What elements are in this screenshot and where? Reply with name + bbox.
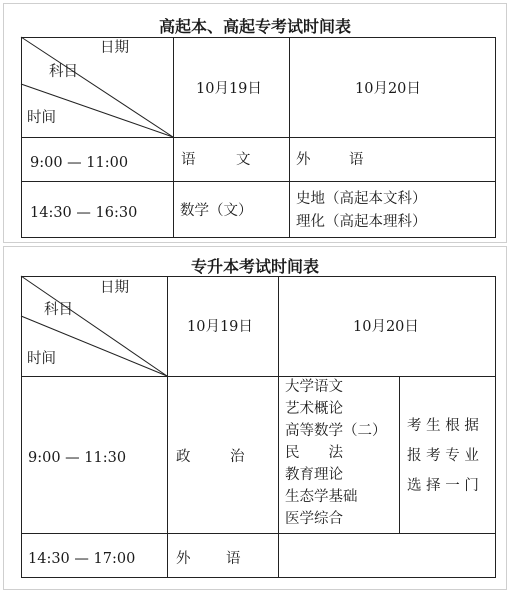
table2-row2-day1: 外 (176, 551, 191, 567)
table1-row1-day1: 文 (236, 152, 251, 168)
table1-date-1: 10月19日 (196, 81, 262, 97)
table2-date-2: 10月20日 (353, 319, 419, 335)
table2-time-label: 时间 (27, 351, 56, 367)
table2-border-bottom (21, 577, 496, 578)
table1-border-bottom (21, 237, 496, 238)
table2-row1-subject: 医学综合 (285, 511, 343, 527)
table2-divider (21, 533, 496, 534)
table2-date-label: 日期 (100, 280, 129, 296)
table1-row1-time: 9:00 — 11:00 (30, 155, 129, 171)
table2-date-1: 10月19日 (187, 319, 253, 335)
table2-row1-subject: 教育理论 (285, 467, 343, 483)
table2-border-right (495, 276, 496, 578)
table1-row2-time: 14:30 — 16:30 (30, 205, 138, 221)
table2-subject-label: 科目 (44, 302, 73, 318)
table2-row2-day1: 语 (226, 551, 241, 567)
table2-row2-time: 14:30 — 17:00 (28, 551, 136, 567)
table2-row1-day1: 治 (230, 449, 245, 465)
table1-border-right (495, 37, 496, 238)
table2-row1-note: 考 生 根 据 (407, 418, 479, 434)
table1-row1-day2: 外 (296, 152, 311, 168)
table2-row1-note: 报 考 专 业 (407, 448, 479, 464)
table2-row1-day1: 政 (176, 449, 191, 465)
table2-title: 专升本考试时间表 (190, 257, 319, 276)
table1-row2-day2-line1: 史地（高起本文科） (296, 191, 427, 207)
table2-row1-subject: 民 法 (285, 445, 343, 461)
table2-panel (3, 246, 507, 590)
table2-row1-subject: 生态学基础 (285, 489, 358, 505)
table2-row1-note: 选 择 一 门 (407, 478, 479, 494)
table2-row1-subject: 大学语文 (285, 379, 343, 395)
table1-row1-day2: 语 (349, 152, 364, 168)
table1-row1-day1: 语 (181, 152, 196, 168)
table2-row1-subject: 高等数学（二） (285, 423, 387, 439)
table1-panel (3, 3, 507, 243)
table1-row2-day2-line2: 理化（高起本理科） (296, 214, 427, 230)
table1-title: 高起本、高起专考试时间表 (158, 17, 351, 36)
table1-divider (289, 37, 290, 238)
table1-subject-label: 科目 (49, 64, 78, 80)
table1-date-label: 日期 (100, 40, 129, 56)
table1-divider (21, 181, 496, 182)
table2-row1-time: 9:00 — 11:30 (28, 450, 127, 466)
table1-row2-day1: 数学（文） (180, 203, 253, 219)
table2-row1-subject: 艺术概论 (285, 401, 343, 417)
table1-date-2: 10月20日 (355, 81, 421, 97)
table1-time-label: 时间 (27, 110, 56, 126)
table2-divider (399, 376, 400, 534)
table2-divider (278, 276, 279, 578)
